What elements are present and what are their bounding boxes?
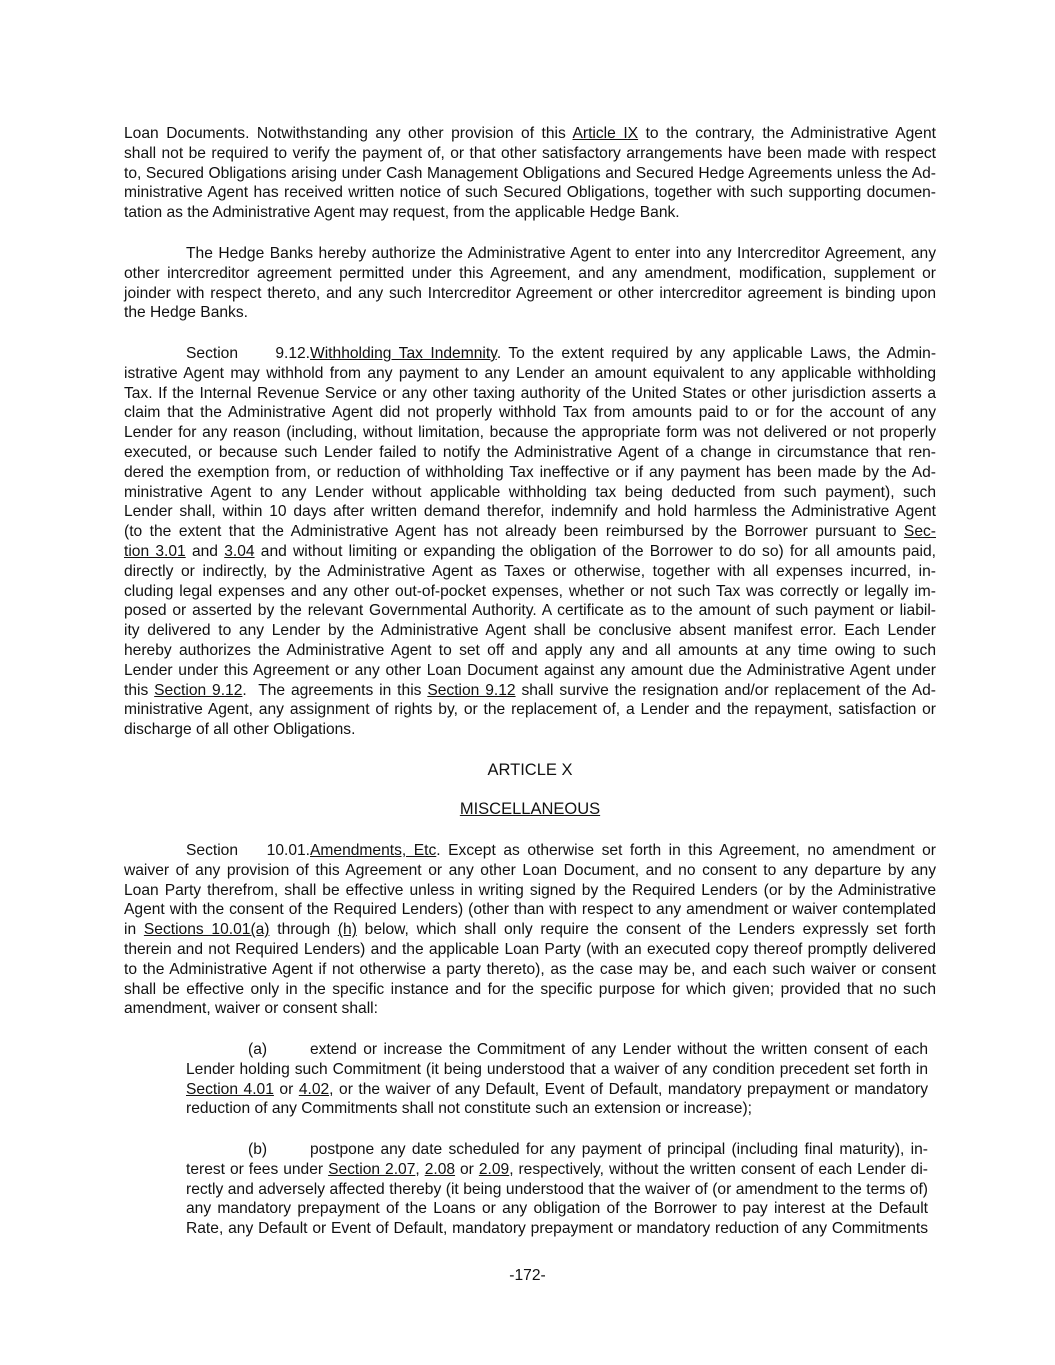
- text-run: this: [124, 681, 155, 699]
- section-reference: (h): [337, 921, 357, 939]
- text-run: Loan Documents. Notwithstanding any other provision of this: [124, 125, 573, 142]
- text-line: therein and not Required Lenders) and the applicable Loan Party (with an executed copy thereof promptly delivered: [124, 940, 936, 958]
- text-line: Lender shall, within 10 days after written demand therefor, indemnify and hold harmless the Administrative Agent: [124, 503, 936, 521]
- section-reference: Section 9.12: [154, 681, 243, 699]
- section-reference: Section 4.01: [186, 1080, 274, 1098]
- text-line: executed, or because such Lender failed to notify the Administrative Agent of a change in circumstance that ren-: [124, 443, 936, 461]
- page-number: -172-: [509, 1267, 546, 1284]
- text-line: waiver of any provision of this Agreement or any other Loan Document, and no consent to any departure by any: [124, 861, 936, 879]
- section-reference: Section 9.12: [427, 681, 516, 699]
- text-line: [124, 681, 936, 701]
- text-line: the Hedge Banks.: [124, 304, 248, 322]
- text-run: below, which shall only require the consent of the Lenders expressly set forth: [356, 921, 936, 939]
- section-title: Withholding Tax Indemnity: [310, 345, 497, 362]
- text-line: cluding legal expenses and any other out-of-pocket expenses, whether or not such Tax was correctly or legally im-: [124, 582, 936, 600]
- text-line: Loan Party therefrom, shall be effective unless in writing signed by the Required Lenders (or by the Administrative: [124, 881, 936, 899]
- text-line: other intercreditor agreement permitted under this Agreement, and any amendment, modification, supplement or: [124, 264, 936, 282]
- text-line: shall not be required to verify the payment of, or that other satisfactory arrangements have been made with respect: [124, 144, 936, 162]
- section-heading-line: [124, 841, 936, 861]
- text-run: extend or increase the Commitment of any Lender without the written consent of each: [310, 1041, 928, 1058]
- text-line: Lender for any reason (including, without limitation, because the appropriate form was not delivered or not properly: [124, 424, 936, 442]
- text-line: ministrative Agent to any Lender without applicable withholding tax being deducted from such payment), such: [124, 483, 936, 501]
- section-reference: Sec-: [903, 523, 936, 541]
- paragraph-hedge-banks: [124, 244, 936, 323]
- text-line: istrative Agent may withhold from any payment to any Lender an amount equivalent to any applicable withholding: [124, 364, 936, 382]
- text-line: ministrative Agent, any assignment of rights by, or the replacement of, a Lender and the repayment, satisfaction or: [124, 701, 936, 719]
- text-line: ity delivered to any Lender by the Administrative Agent shall be conclusive absent manifest error. Each Lender: [124, 622, 936, 640]
- section-title: Amendments, Etc: [310, 842, 437, 859]
- text-line: amendment, waiver or consent shall:: [124, 1000, 378, 1018]
- text-line: [186, 1160, 928, 1180]
- text-run: . The agreements in this: [242, 681, 428, 699]
- text-run: terest or fees under: [186, 1160, 329, 1178]
- clause-label: (b): [248, 1141, 268, 1158]
- section-10-01: [124, 841, 936, 1019]
- text-line: directly or indirectly, by the Administrative Agent as Taxes or otherwise, together with all expenses incurred, in-: [124, 562, 936, 580]
- text-line: hereby authorizes the Administrative Agent to set off and apply any and all amounts at any time owing to such: [124, 641, 936, 659]
- section-reference: 4.02,: [298, 1080, 334, 1098]
- text-line: [186, 1080, 928, 1100]
- text-line: [124, 920, 936, 940]
- text-run: . Except as otherwise set forth in this Agreement, no amendment or: [436, 842, 936, 859]
- text-run: and: [185, 542, 225, 560]
- text-line: Tax. If the Internal Revenue Service or any other taxing authority of the United States or other jurisdiction asserts a: [124, 384, 936, 402]
- text-line: to the Administrative Agent if not otherwise a party thereto), as the case may be, and each such waiver or consent: [124, 960, 936, 978]
- text-run: shall survive the resignation and/or replacement of the Ad-: [515, 681, 936, 699]
- section-reference: 2.09: [478, 1160, 510, 1178]
- section-number: Section 10.01.: [186, 842, 310, 859]
- text-line: reduction of any Commitments shall not constitute such an extension or increase);: [186, 1100, 752, 1118]
- text-line: joinder with respect thereto, and any such Intercreditor Agreement or other intercreditor agreement is binding upon: [124, 284, 936, 302]
- section-reference: 2.08: [424, 1160, 456, 1178]
- text-run: . To the extent required by any applicable Laws, the Admin-: [496, 345, 937, 362]
- clause-label: (a): [248, 1041, 268, 1058]
- article-title: MISCELLANEOUS: [459, 800, 601, 818]
- clause-b: [186, 1140, 928, 1239]
- text-line: The Hedge Banks hereby authorize the Administrative Agent to enter into any Intercreditor Agreement, any: [186, 245, 936, 262]
- text-line: discharge of all other Obligations.: [124, 721, 356, 739]
- text-run: (to the extent that the Administrative Agent has not already been reimbursed by the Borrower pursuant to: [124, 523, 904, 541]
- text-run: or: [455, 1160, 479, 1178]
- text-run: through: [269, 921, 338, 939]
- text-line: to, Secured Obligations arising under Cash Management Obligations and Secured Hedge Agreements unless the Ad-: [124, 164, 936, 182]
- text-line: [124, 124, 936, 144]
- text-line: tation as the Administrative Agent may request, from the applicable Hedge Bank.: [124, 204, 680, 222]
- text-line: posed or asserted by the relevant Governmental Authority. A certificate as to the amount of such payment or liabil-: [124, 602, 936, 620]
- text-run: ,: [415, 1160, 425, 1178]
- text-line: any mandatory prepayment of the Loans or any obligation of the Borrower to pay interest at the Default: [186, 1200, 928, 1218]
- text-line: shall be effective only in the specific instance and for the specific purpose for which given; provided that no such: [124, 980, 936, 998]
- text-line: [124, 522, 936, 542]
- text-line: Rate, any Default or Event of Default, mandatory prepayment or mandatory reduction of any Commitments: [186, 1220, 928, 1238]
- text-line: dered the exemption from, or reduction of withholding Tax ineffective or if any payment has been made by the Ad-: [124, 463, 936, 481]
- text-line: ministrative Agent has received written notice of such Secured Obligations, together with such supporting documen-: [124, 184, 936, 202]
- section-reference: 3.04: [224, 542, 255, 560]
- text-line: Agent with the consent of the Required Lenders) (other than with respect to any amendment or waiver contemplated: [124, 901, 936, 919]
- text-run: postpone any date scheduled for any payment of principal (including final maturity), in-: [310, 1141, 928, 1158]
- section-number: Section 9.12.: [186, 345, 310, 362]
- text-line: [124, 542, 936, 562]
- section-reference: tion 3.01: [124, 542, 186, 560]
- section-reference: Section 2.07: [328, 1160, 416, 1178]
- text-line: claim that the Administrative Agent did not properly withhold Tax from amounts paid to or for the account of any: [124, 404, 936, 422]
- text-line: Lender holding such Commitment (it being understood that a waiver of any condition precedent set forth in: [186, 1060, 928, 1078]
- clause-first-line: [186, 1140, 928, 1160]
- section-reference: Sections 10.01(a): [143, 921, 270, 939]
- text-run: , respectively, without the written consent of each Lender di-: [509, 1160, 929, 1178]
- text-run: and without limiting or expanding the obligation of the Borrower to do so) for all amounts paid,: [254, 542, 937, 560]
- text-run: in: [124, 921, 144, 939]
- section-heading-line: [124, 344, 936, 364]
- paragraph-loan-documents: [124, 124, 936, 223]
- article-heading: ARTICLE X: [487, 761, 573, 779]
- text-line: Lender under this Agreement or any other Loan Document against any amount due the Administrative Agent under: [124, 661, 936, 679]
- text-run: to the contrary, the Administrative Agent: [638, 125, 936, 142]
- article-ix-reference: Article IX: [572, 125, 639, 142]
- clause-first-line: [186, 1040, 928, 1060]
- text-run: or the waiver of any Default, Event of Default, mandatory prepayment or mandatory: [333, 1080, 928, 1098]
- text-run: or: [273, 1080, 299, 1098]
- text-line: rectly and adversely affected thereby (it being understood that the waiver of (or amendment to the terms of): [186, 1180, 928, 1198]
- section-9-12: [124, 344, 936, 740]
- clause-a: [186, 1040, 928, 1119]
